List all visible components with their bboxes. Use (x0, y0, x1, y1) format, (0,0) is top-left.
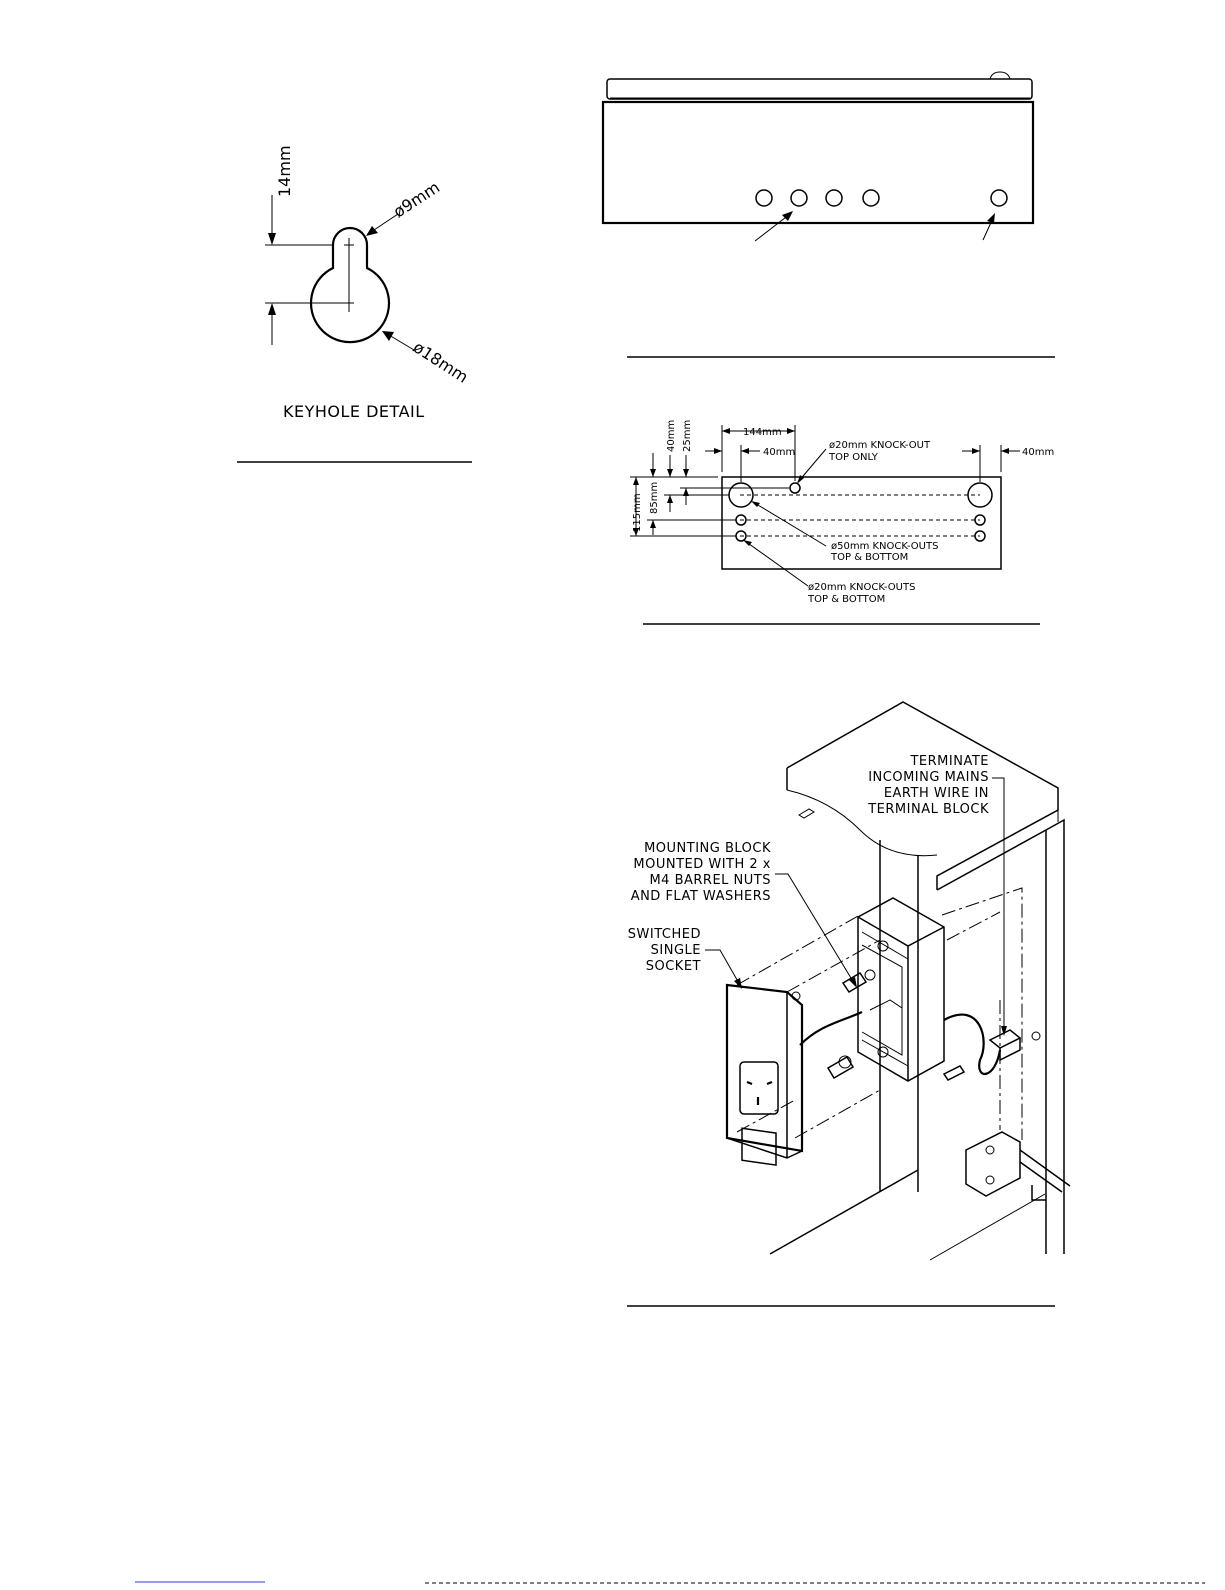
assembly-isometric (627, 702, 1070, 1306)
label-50-1: ø50mm KNOCK-OUTS (831, 541, 939, 552)
label-mounting-1: MOUNTING BLOCK (644, 841, 771, 856)
label-20-top-2: TOP ONLY (829, 452, 878, 463)
keyhole-dim-14: 14mm (275, 145, 294, 197)
footer-rules (135, 1582, 1205, 1583)
keyhole-dim-9: ø9mm (389, 177, 444, 222)
switched-socket (727, 985, 802, 1165)
knockout-hole (991, 190, 1007, 206)
label-terminate-1: TERMINATE (910, 754, 989, 769)
dim-85: 85mm (649, 481, 660, 514)
terminal-block (990, 1030, 1040, 1060)
label-20-2: TOP & BOTTOM (808, 594, 886, 605)
keyhole-dim-18: ø18mm (409, 337, 472, 387)
label-50-2: TOP & BOTTOM (831, 552, 909, 563)
label-20-1: ø20mm KNOCK-OUTS (808, 582, 916, 593)
label-mounting-2: MOUNTED WITH 2 x (633, 857, 771, 872)
microswitch (966, 1132, 1070, 1196)
label-terminate-3: EARTH WIRE IN (883, 786, 989, 801)
label-mounting-3: M4 BARREL NUTS (649, 873, 771, 888)
screw (944, 1066, 964, 1080)
enclosure-side-view (603, 72, 1055, 357)
keyhole-title: KEYHOLE DETAIL (283, 402, 425, 421)
mounting-pin (799, 809, 814, 818)
label-socket-3: SOCKET (645, 959, 701, 974)
knockout-hole (756, 190, 772, 206)
knockout-hole (863, 190, 879, 206)
label-socket-2: SINGLE (650, 943, 701, 958)
keyhole-detail (237, 145, 472, 462)
knockout-hole (826, 190, 842, 206)
label-mounting-4: AND FLAT WASHERS (630, 889, 771, 904)
dim-40-top: 40mm (763, 447, 796, 458)
knockout-layout (630, 420, 1054, 624)
knockout-hole (791, 190, 807, 206)
label-20-top-1: ø20mm KNOCK-OUT (829, 440, 931, 451)
dim-25-vert: 25mm (682, 419, 693, 452)
dim-40-right: 40mm (1022, 447, 1055, 458)
barrel-nut (828, 1056, 853, 1078)
label-terminate-2: INCOMING MAINS (868, 770, 989, 785)
label-terminate-4: TERMINAL BLOCK (868, 802, 989, 817)
label-socket-1: SWITCHED (627, 927, 701, 942)
knockout-20-top (790, 483, 800, 493)
dim-115: 115mm (632, 493, 643, 532)
dim-40-vert: 40mm (666, 419, 677, 452)
dim-144: 144mm (743, 427, 782, 438)
mounting-block (858, 898, 944, 1081)
